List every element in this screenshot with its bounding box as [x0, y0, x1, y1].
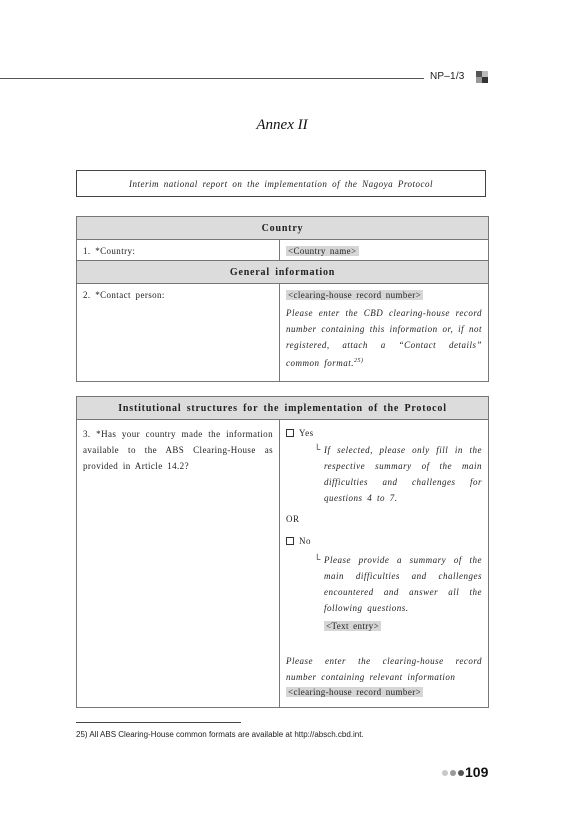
record-number-instruction: Please enter the clearing-house record number containing relevant information	[286, 656, 483, 682]
yes-label: Yes	[299, 428, 314, 438]
report-title-box	[76, 170, 486, 197]
sub-arrow-icon: └	[314, 554, 321, 564]
contact-person-cell[interactable]	[280, 284, 489, 382]
no-checkbox[interactable]	[286, 537, 294, 545]
page-dots-icon	[442, 770, 464, 776]
yes-note-text: If selected, please only fill in the respective summary of the main difficulties and challenges for questions 4 to 7.	[324, 445, 483, 503]
or-label: OR	[286, 514, 300, 524]
country-name-field[interactable]: <Country name>	[288, 246, 357, 256]
no-option[interactable]	[286, 534, 482, 548]
sub-arrow-icon: └	[314, 444, 321, 454]
document-code: NP–1/3	[430, 71, 465, 82]
header-block-square	[482, 77, 488, 83]
footnote-rule	[76, 722, 241, 723]
contact-instruction-text: Please enter the CBD clearing-house record number containing this information or, if not registered, attach a “Contact details” common format.	[286, 308, 482, 368]
record-number-field[interactable]: <clearing-house record number>	[288, 687, 422, 697]
page-dot	[458, 770, 464, 776]
page-dot	[442, 770, 448, 776]
report-title: Interim national report on the implementation of the Nagoya Protocol	[128, 178, 434, 189]
question-3-cell	[77, 420, 280, 708]
country-label: 1. *Country:	[77, 240, 280, 261]
yes-option[interactable]	[286, 426, 482, 440]
text-entry-field[interactable]: <Text entry>	[326, 621, 380, 631]
general-information-header: General information	[77, 261, 489, 284]
institutional-structures-table	[76, 396, 489, 708]
annex-title: Annex II	[256, 117, 308, 133]
country-value-cell[interactable]	[280, 240, 489, 261]
contact-instruction	[286, 305, 482, 371]
no-note-text: Please provide a summary of the main difficulties and challenges encountered and answer all the following questions.	[324, 555, 483, 613]
institutional-structures-header: Institutional structures for the implementation of the Protocol	[77, 397, 489, 420]
no-note	[286, 552, 482, 631]
yes-checkbox[interactable]	[286, 429, 294, 437]
no-label: No	[299, 536, 311, 546]
no-note-body	[324, 552, 482, 631]
country-section-header: Country	[77, 217, 489, 240]
country-table	[76, 216, 489, 382]
contact-record-number-field[interactable]: <clearing-house record number>	[288, 290, 422, 300]
contact-person-label: 2. *Contact person:	[77, 284, 280, 382]
footnote-ref[interactable]: 25)	[354, 358, 364, 364]
page-dot	[450, 770, 456, 776]
question-3-text: 3. *Has your country made the information available to the ABS Clearing-House as provided in Article 14.2?	[83, 429, 273, 471]
page-number: 109	[465, 764, 489, 780]
header-decoration-icon	[476, 71, 488, 83]
yes-note	[286, 442, 482, 506]
question-3-answer-cell	[280, 420, 489, 708]
footnote: 25) All ABS Clearing-House common formats are available at http://absch.cbd.int.	[76, 730, 364, 739]
header-rule	[0, 78, 424, 79]
